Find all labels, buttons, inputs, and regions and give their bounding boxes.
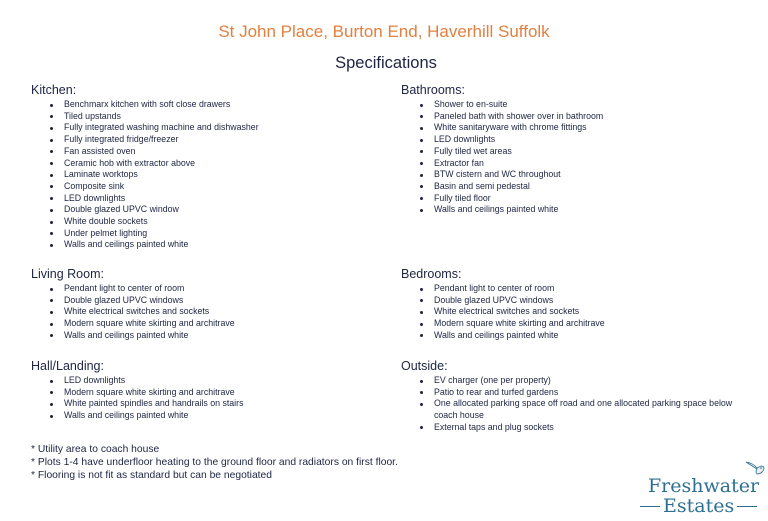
spec-item: Extractor fan [401,158,751,170]
spec-item: Paneled bath with shower over in bathroom [401,111,751,123]
spec-item: Ceramic hob with extractor above [31,158,381,170]
logo-line1: Freshwater [648,475,760,497]
spec-item: Fully tiled floor [401,193,751,205]
spec-item: Walls and ceilings painted white [31,239,381,251]
section-heading: Outside: [401,359,448,373]
spec-item: Pendant light to center of room [31,283,381,295]
spec-item: Walls and ceilings painted white [401,330,751,342]
section-heading: Hall/Landing: [31,359,104,373]
note: * Utility area to coach house [31,444,160,455]
spec-item: One allocated parking space off road and one allocated parking space below coach house [401,398,756,421]
spec-list [401,283,751,342]
spec-item: Double glazed UPVC window [31,204,381,216]
logo-line2: Estates [663,495,735,517]
spec-item: White double sockets [31,216,381,228]
spec-item: Fully integrated fridge/freezer [31,134,381,146]
spec-item: Patio to rear and turfed gardens [401,387,756,399]
spec-item: Fully integrated washing machine and dishwasher [31,122,381,134]
spec-list [31,283,381,342]
note: * Plots 1-4 have underfloor heating to the ground floor and radiators on first floor. [31,457,398,468]
spec-item: LED downlights [401,134,751,146]
spec-item: BTW cistern and WC throughout [401,169,751,181]
page-title: St John Place, Burton End, Haverhill Suffolk [218,22,550,41]
spec-item: LED downlights [31,375,381,387]
spec-item: Double glazed UPVC windows [401,295,751,307]
spec-item: External taps and plug sockets [401,422,756,434]
spec-list [31,375,381,422]
section-heading: Bathrooms: [401,83,465,97]
spec-item: Modern square white skirting and architrave [31,387,381,399]
spec-item: Pendant light to center of room [401,283,751,295]
section-heading: Bedrooms: [401,267,462,281]
spec-item: White sanitaryware with chrome fittings [401,122,751,134]
spec-item: White electrical switches and sockets [401,306,751,318]
spec-item: Composite sink [31,181,381,193]
section-hall-landing [31,359,381,422]
section-kitchen [31,83,381,251]
spec-item: Walls and ceilings painted white [31,410,381,422]
spec-item: Fan assisted oven [31,146,381,158]
spec-item: White electrical switches and sockets [31,306,381,318]
section-heading: Living Room: [31,267,104,281]
spec-item: Tiled upstands [31,111,381,123]
section-heading: Kitchen: [31,83,77,97]
note: * Flooring is not fit as standard but can be negotiated [31,470,272,481]
spec-item: Benchmarx kitchen with soft close drawers [31,99,381,111]
spec-item: EV charger (one per property) [401,375,756,387]
spec-item: Basin and semi pedestal [401,181,751,193]
spec-item: Under pelmet lighting [31,228,381,240]
freshwater-estates-logo [640,458,768,521]
section-living-room [31,267,381,342]
spec-item: Fully tiled wet areas [401,146,751,158]
spec-item: Walls and ceilings painted white [31,330,381,342]
spec-item: Laminate worktops [31,169,381,181]
section-outside [401,359,756,434]
page-subtitle: Specifications [335,54,437,72]
spec-item: Modern square white skirting and architrave [401,318,751,330]
section-bathrooms [401,83,751,216]
spec-list [31,99,381,251]
spec-item: Walls and ceilings painted white [401,204,751,216]
spec-item: Double glazed UPVC windows [31,295,381,307]
spec-item: Modern square white skirting and architrave [31,318,381,330]
spec-list [401,99,751,216]
section-bedrooms [401,267,751,342]
spec-item: White painted spindles and handrails on stairs [31,398,381,410]
spec-item: Shower to en-suite [401,99,751,111]
spec-list [401,375,756,434]
spec-item: LED downlights [31,193,381,205]
notes [31,443,401,482]
